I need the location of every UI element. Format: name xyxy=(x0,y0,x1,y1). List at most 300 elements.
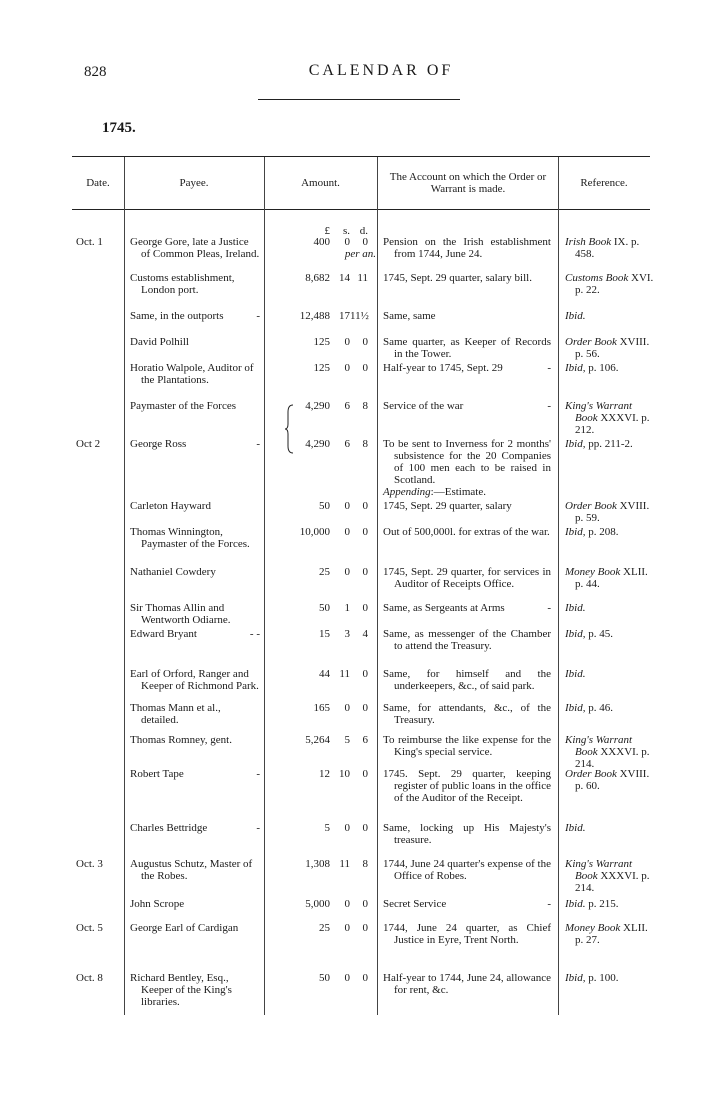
reference-location: p. 106. xyxy=(588,362,619,374)
payee-name: George Earl of Cardigan xyxy=(130,922,239,934)
pounds-value: 10,000 xyxy=(299,526,330,538)
payee-name: Customs establishment, London port. xyxy=(130,272,235,296)
table-header-rule xyxy=(72,209,650,210)
pence-value: 0 xyxy=(362,500,368,512)
amount-value xyxy=(268,922,376,934)
amount-value xyxy=(268,336,376,348)
account-text: 1745, Sept. 29 quarter, salary xyxy=(383,500,512,512)
reference-source: Order Book xyxy=(565,336,617,348)
reference-cell xyxy=(565,310,657,322)
leader-dash: - xyxy=(256,438,260,450)
payee-cell xyxy=(130,822,260,834)
reference-cell xyxy=(565,668,657,680)
pence-value: 0 xyxy=(362,668,368,680)
amount-cell xyxy=(268,310,376,322)
shillings-value: 11 xyxy=(339,668,350,680)
reference-text xyxy=(565,922,657,946)
account-cell xyxy=(383,500,551,512)
reference-source: King's Warrant Book xyxy=(565,858,633,882)
payee-cell xyxy=(130,702,260,726)
reference-location: XVIII. p. 56. xyxy=(575,336,650,360)
reference-location: XVI. p. 22. xyxy=(575,272,654,296)
payee-name: Carleton Hayward xyxy=(130,500,211,512)
amount-value xyxy=(268,668,376,680)
account-text: 1745, Sept. 29 quarter, for services in Auditor of Receipts Office. xyxy=(383,566,551,590)
shillings-value: 3 xyxy=(344,628,350,640)
payee-name: David Polhill xyxy=(130,336,189,348)
reference-location: p. 100. xyxy=(588,972,619,984)
shillings-value: 0 xyxy=(344,236,350,248)
leader-dash: - xyxy=(256,768,260,780)
entry-date: Oct. 8 xyxy=(76,972,103,984)
account-text: Same, as Sergeants at Arms xyxy=(383,602,505,614)
amount-value xyxy=(268,768,376,780)
payee-name: George Ross xyxy=(130,438,187,450)
payee-name: Sir Thomas Allin and Wentworth Odiarne. xyxy=(130,602,231,626)
reference-cell xyxy=(565,768,657,792)
reference-cell xyxy=(565,362,657,374)
amount-cell xyxy=(268,400,376,412)
amount-cell xyxy=(268,236,376,248)
account-cell xyxy=(383,768,551,804)
pence-value: 11½ xyxy=(350,310,369,322)
shillings-value: 1 xyxy=(344,602,350,614)
reference-text xyxy=(565,566,657,590)
pounds-value: 44 xyxy=(319,668,330,680)
account-text: 1744, June 24 quarter's expense of the Office of Robes. xyxy=(383,858,551,882)
leader-dash: - xyxy=(256,822,260,834)
shillings-value: 0 xyxy=(344,898,350,910)
running-title: CALENDAR OF xyxy=(308,62,454,79)
payee-name: Thomas Mann et al., detailed. xyxy=(130,702,221,726)
account-text: Same, locking up His Majesty's treasure. xyxy=(383,822,551,846)
amount-value xyxy=(268,272,376,284)
account-text: Same, for attendants, &c., of the Treasury. xyxy=(383,702,551,726)
payee-cell xyxy=(130,438,260,450)
reference-location: XLII. p. 27. xyxy=(575,922,648,946)
column-header-amount: Amount. xyxy=(301,177,340,189)
reference-text xyxy=(565,438,657,450)
pence-value: 0 xyxy=(362,922,368,934)
reference-text xyxy=(565,526,657,538)
reference-location: p. 46. xyxy=(588,702,613,714)
payee-name: Thomas Winnington, Paymaster of the Forces. xyxy=(130,526,250,550)
reference-text xyxy=(565,668,657,680)
reference-text xyxy=(565,768,657,792)
reference-location: XVIII. p. 59. xyxy=(575,500,650,524)
pounds-value: 4,290 xyxy=(305,400,330,412)
account-text: Service of the war xyxy=(383,400,464,412)
amount-value xyxy=(268,400,376,412)
pounds-value: 125 xyxy=(313,336,330,348)
payee-name: Paymaster of the Forces xyxy=(130,400,236,412)
payee-cell xyxy=(130,768,260,780)
account-cell xyxy=(383,734,551,758)
reference-text xyxy=(565,734,657,770)
reference-source: Ibid, xyxy=(565,438,586,450)
amount-value xyxy=(268,972,376,984)
payee-name: Thomas Romney, gent. xyxy=(130,734,232,746)
account-text: To be sent to Inverness for 2 months' subsistence for the 20 Companies of 100 men each to be raised in Scotland. xyxy=(383,438,551,486)
amount-cell xyxy=(268,734,376,746)
payee-cell xyxy=(130,362,260,386)
payee-cell xyxy=(130,628,260,640)
account-cell xyxy=(383,898,551,910)
reference-location: p. 45. xyxy=(588,628,613,640)
shillings-value: 0 xyxy=(344,336,350,348)
amount-cell xyxy=(268,272,376,284)
shillings-value: 0 xyxy=(344,702,350,714)
payee-cell xyxy=(130,922,260,934)
account-text: Secret Service xyxy=(383,898,447,910)
pence-value: 0 xyxy=(362,768,368,780)
payee-name: Richard Bentley, Esq., Keeper of the King's libraries. xyxy=(130,972,232,1008)
reference-text xyxy=(565,336,657,360)
pounds-value: 5 xyxy=(324,822,330,834)
amount-value xyxy=(268,566,376,578)
reference-text xyxy=(565,500,657,524)
amount-cell xyxy=(268,566,376,578)
pence-value: 8 xyxy=(362,858,368,870)
account-cell xyxy=(383,336,551,360)
payee-cell xyxy=(130,668,260,692)
payee-name: Edward Bryant xyxy=(130,628,197,640)
column-header-date: Date. xyxy=(86,177,110,189)
reference-source: Money Book xyxy=(565,922,621,934)
pounds-value: 4,290 xyxy=(305,438,330,450)
pounds-value: 5,264 xyxy=(305,734,330,746)
pounds-value: 8,682 xyxy=(305,272,330,284)
account-cell xyxy=(383,702,551,726)
pounds-value: 1,308 xyxy=(305,858,330,870)
account-cell xyxy=(383,526,551,538)
payee-cell xyxy=(130,898,260,910)
amount-value xyxy=(268,822,376,834)
shillings-value: 6 xyxy=(344,400,350,412)
shillings-value: 14 xyxy=(339,272,350,284)
account-cell xyxy=(383,602,551,614)
account-cell xyxy=(383,822,551,846)
shillings-value: 17 xyxy=(339,310,350,322)
amount-cell xyxy=(268,602,376,614)
amount-value xyxy=(268,734,376,746)
reference-cell xyxy=(565,566,657,590)
reference-source: Order Book xyxy=(565,500,617,512)
account-text: Pension on the Irish establishment from 1744, June 24. xyxy=(383,236,551,260)
reference-source: Ibid. xyxy=(565,822,586,834)
reference-source: Ibid. xyxy=(565,668,586,680)
shillings-value: 0 xyxy=(344,822,350,834)
title-rule xyxy=(258,99,460,100)
payee-cell xyxy=(130,400,260,412)
payee-cell xyxy=(130,500,260,512)
account-text: Half-year to 1744, June 24, allowance for rent, &c. xyxy=(383,972,551,996)
pence-value: 0 xyxy=(362,898,368,910)
account-text: Out of 500,000l. for extras of the war. xyxy=(383,526,550,538)
payee-name: Charles Bettridge xyxy=(130,822,208,834)
amount-value xyxy=(268,500,376,512)
account-text: Half-year to 1745, Sept. 29 xyxy=(383,362,503,374)
pence-symbol: d. xyxy=(359,225,368,237)
amount-value xyxy=(268,702,376,714)
column-rule xyxy=(264,157,265,1015)
shillings-value: 0 xyxy=(344,500,350,512)
reference-source: Money Book xyxy=(565,566,621,578)
reference-cell xyxy=(565,272,657,296)
account-cell xyxy=(383,668,551,692)
column-rule xyxy=(124,157,125,1015)
payee-cell xyxy=(130,734,260,746)
pounds-value: 165 xyxy=(313,702,330,714)
entry-date: Oct 2 xyxy=(76,438,101,450)
reference-source: Order Book xyxy=(565,768,617,780)
pounds-value: 5,000 xyxy=(305,898,330,910)
shillings-value: 10 xyxy=(339,768,350,780)
amount-value xyxy=(268,362,376,374)
payee-cell xyxy=(130,272,260,296)
pence-value: 0 xyxy=(362,236,368,248)
reference-text xyxy=(565,362,657,374)
account-cell xyxy=(383,236,551,260)
payee-cell xyxy=(130,236,260,260)
amount-cell xyxy=(268,768,376,780)
reference-location: XXXVI. p. 214. xyxy=(575,870,650,894)
account-cell xyxy=(383,438,551,498)
pence-value: 0 xyxy=(362,822,368,834)
pounds-value: 12 xyxy=(319,768,330,780)
reference-cell xyxy=(565,438,657,450)
reference-source: Customs Book xyxy=(565,272,629,284)
reference-text xyxy=(565,702,657,714)
reference-source: King's Warrant Book xyxy=(565,734,633,758)
reference-cell xyxy=(565,898,657,910)
reference-source: Ibid, xyxy=(565,972,586,984)
amount-value xyxy=(268,898,376,910)
reference-source: Ibid, xyxy=(565,628,586,640)
amount-cell xyxy=(268,702,376,714)
amount-cell xyxy=(268,438,376,450)
payee-name: Nathaniel Cowdery xyxy=(130,566,216,578)
payee-name: George Gore, late a Justice of Common Pleas, Ireland. xyxy=(130,236,260,260)
column-header-account: The Account on which the Order or Warrant is made. xyxy=(389,171,547,195)
pence-value: 0 xyxy=(362,702,368,714)
reference-text xyxy=(565,400,657,436)
reference-cell xyxy=(565,526,657,538)
amount-value xyxy=(268,310,376,322)
amount-cell xyxy=(268,628,376,640)
account-cell xyxy=(383,272,551,284)
shillings-value: 0 xyxy=(344,362,350,374)
pence-value: 4 xyxy=(362,628,368,640)
amount-value xyxy=(268,602,376,614)
payee-name: Horatio Walpole, Auditor of the Plantations. xyxy=(130,362,254,386)
reference-cell xyxy=(565,236,657,260)
pounds-value: 12,488 xyxy=(299,310,330,322)
reference-source: Ibid. xyxy=(565,898,586,910)
reference-location: p. 208. xyxy=(588,526,619,538)
reference-cell xyxy=(565,972,657,984)
column-header-reference: Reference. xyxy=(580,177,628,189)
entry-date: Oct. 5 xyxy=(76,922,103,934)
pounds-value: 15 xyxy=(319,628,330,640)
payee-cell xyxy=(130,972,260,1008)
pence-value: 0 xyxy=(362,972,368,984)
payee-cell xyxy=(130,566,260,578)
reference-source: Ibid, xyxy=(565,362,586,374)
leader-dash: - xyxy=(547,362,551,374)
reference-cell xyxy=(565,400,657,436)
appending-label: Appending xyxy=(383,486,431,498)
shillings-value: 11 xyxy=(339,858,350,870)
amount-value xyxy=(268,236,376,248)
reference-text xyxy=(565,628,657,640)
pence-value: 11 xyxy=(357,272,368,284)
account-cell xyxy=(383,922,551,946)
pounds-value: 50 xyxy=(319,972,330,984)
reference-text xyxy=(565,272,657,296)
reference-cell xyxy=(565,858,657,894)
pounds-value: 25 xyxy=(319,566,330,578)
amount-value xyxy=(268,628,376,640)
appending-text: :—Estimate. xyxy=(430,486,486,498)
amount-value xyxy=(268,526,376,538)
reference-text xyxy=(565,858,657,894)
reference-location: XXXVI. p. 212. xyxy=(575,412,650,436)
amount-cell xyxy=(268,898,376,910)
account-text: 1744, June 24 quarter, as Chief Justice in Eyre, Trent North. xyxy=(383,922,551,946)
per-annum-note: per an. xyxy=(344,248,376,260)
reference-text xyxy=(565,898,657,910)
payee-name: Earl of Orford, Ranger and Keeper of Richmond Park. xyxy=(130,668,259,692)
reference-location: pp. 211-2. xyxy=(588,438,633,450)
reference-cell xyxy=(565,734,657,770)
reference-location: p. 215. xyxy=(588,898,619,910)
reference-cell xyxy=(565,602,657,614)
account-cell xyxy=(383,400,551,412)
pence-value: 0 xyxy=(362,566,368,578)
pence-value: 0 xyxy=(362,362,368,374)
account-text: 1745. Sept. 29 quarter, keeping register of public loans in the office of the Auditor of the Receipt. xyxy=(383,768,551,804)
account-cell xyxy=(383,972,551,996)
leader-dash: - xyxy=(547,898,551,910)
amount-cell xyxy=(268,526,376,538)
pence-value: 0 xyxy=(362,602,368,614)
amount-cell xyxy=(268,500,376,512)
reference-text xyxy=(565,236,657,260)
pence-value: 8 xyxy=(362,438,368,450)
account-text: 1745, Sept. 29 quarter, salary bill. xyxy=(383,272,532,284)
leader-dash: - xyxy=(547,602,551,614)
payee-name: Robert Tape xyxy=(130,768,184,780)
amount-value xyxy=(268,858,376,870)
account-text: Same, for himself and the underkeepers, &c., of said park. xyxy=(383,668,551,692)
payee-cell xyxy=(130,310,260,322)
reference-location: XVIII. p. 60. xyxy=(575,768,650,792)
account-cell xyxy=(383,628,551,652)
account-cell xyxy=(383,310,551,322)
shillings-value: 5 xyxy=(344,734,350,746)
pounds-value: 25 xyxy=(319,922,330,934)
appending-note xyxy=(383,486,551,498)
entry-date: Oct. 1 xyxy=(76,236,103,248)
leader-dash: - - xyxy=(249,628,260,640)
reference-cell xyxy=(565,500,657,524)
amount-cell xyxy=(268,922,376,934)
reference-text xyxy=(565,822,657,834)
reference-cell xyxy=(565,702,657,714)
account-cell xyxy=(383,566,551,590)
pence-value: 8 xyxy=(362,400,368,412)
amount-cell xyxy=(268,668,376,680)
account-text: Same, as messenger of the Chamber to attend the Treasury. xyxy=(383,628,551,652)
column-rule xyxy=(558,157,559,1015)
reference-cell xyxy=(565,822,657,834)
account-cell xyxy=(383,362,551,374)
shillings-value: 0 xyxy=(344,526,350,538)
account-cell xyxy=(383,858,551,882)
payee-cell xyxy=(130,602,260,626)
amount-cell xyxy=(268,336,376,348)
year-heading: 1745. xyxy=(102,120,136,136)
pounds-symbol: £ xyxy=(324,225,330,237)
reference-source: Ibid, xyxy=(565,526,586,538)
payee-cell xyxy=(130,858,260,882)
reference-cell xyxy=(565,922,657,946)
pounds-value: 50 xyxy=(319,500,330,512)
column-header-payee: Payee. xyxy=(179,177,209,189)
payee-cell xyxy=(130,336,260,348)
pounds-value: 125 xyxy=(313,362,330,374)
amount-cell xyxy=(268,972,376,984)
shillings-value: 6 xyxy=(344,438,350,450)
account-text: Same quarter, as Keeper of Records in the Tower. xyxy=(383,336,551,360)
column-rule xyxy=(377,157,378,1015)
shillings-symbol: s. xyxy=(342,225,350,237)
reference-text xyxy=(565,602,657,614)
leader-dash: - xyxy=(547,400,551,412)
shillings-value: 0 xyxy=(344,922,350,934)
account-text: Same, same xyxy=(383,310,436,322)
pounds-value: 50 xyxy=(319,602,330,614)
account-text: To reimburse the like expense for the King's special service. xyxy=(383,734,551,758)
reference-source: Ibid. xyxy=(565,310,586,322)
reference-source: Ibid, xyxy=(565,702,586,714)
reference-source: King's Warrant Book xyxy=(565,400,633,424)
amount-cell xyxy=(268,362,376,374)
reference-cell xyxy=(565,628,657,640)
reference-cell xyxy=(565,336,657,360)
reference-text xyxy=(565,972,657,984)
payee-name: Same, in the outports xyxy=(130,310,224,322)
reference-source: Ibid. xyxy=(565,602,586,614)
amount-value xyxy=(268,438,376,450)
pounds-value: 400 xyxy=(313,236,330,248)
payee-name: Augustus Schutz, Master of the Robes. xyxy=(130,858,253,882)
amount-cell xyxy=(268,858,376,870)
pence-value: 0 xyxy=(362,336,368,348)
pence-value: 6 xyxy=(362,734,368,746)
pence-value: 0 xyxy=(362,526,368,538)
amount-cell xyxy=(268,822,376,834)
entry-date: Oct. 3 xyxy=(76,858,103,870)
leader-dash: - xyxy=(256,310,260,322)
reference-location: XLII. p. 44. xyxy=(575,566,648,590)
reference-location: IX. p. 458. xyxy=(575,236,640,260)
shillings-value: 0 xyxy=(344,972,350,984)
page-number: 828 xyxy=(84,64,107,80)
shillings-value: 0 xyxy=(344,566,350,578)
reference-text xyxy=(565,310,657,322)
